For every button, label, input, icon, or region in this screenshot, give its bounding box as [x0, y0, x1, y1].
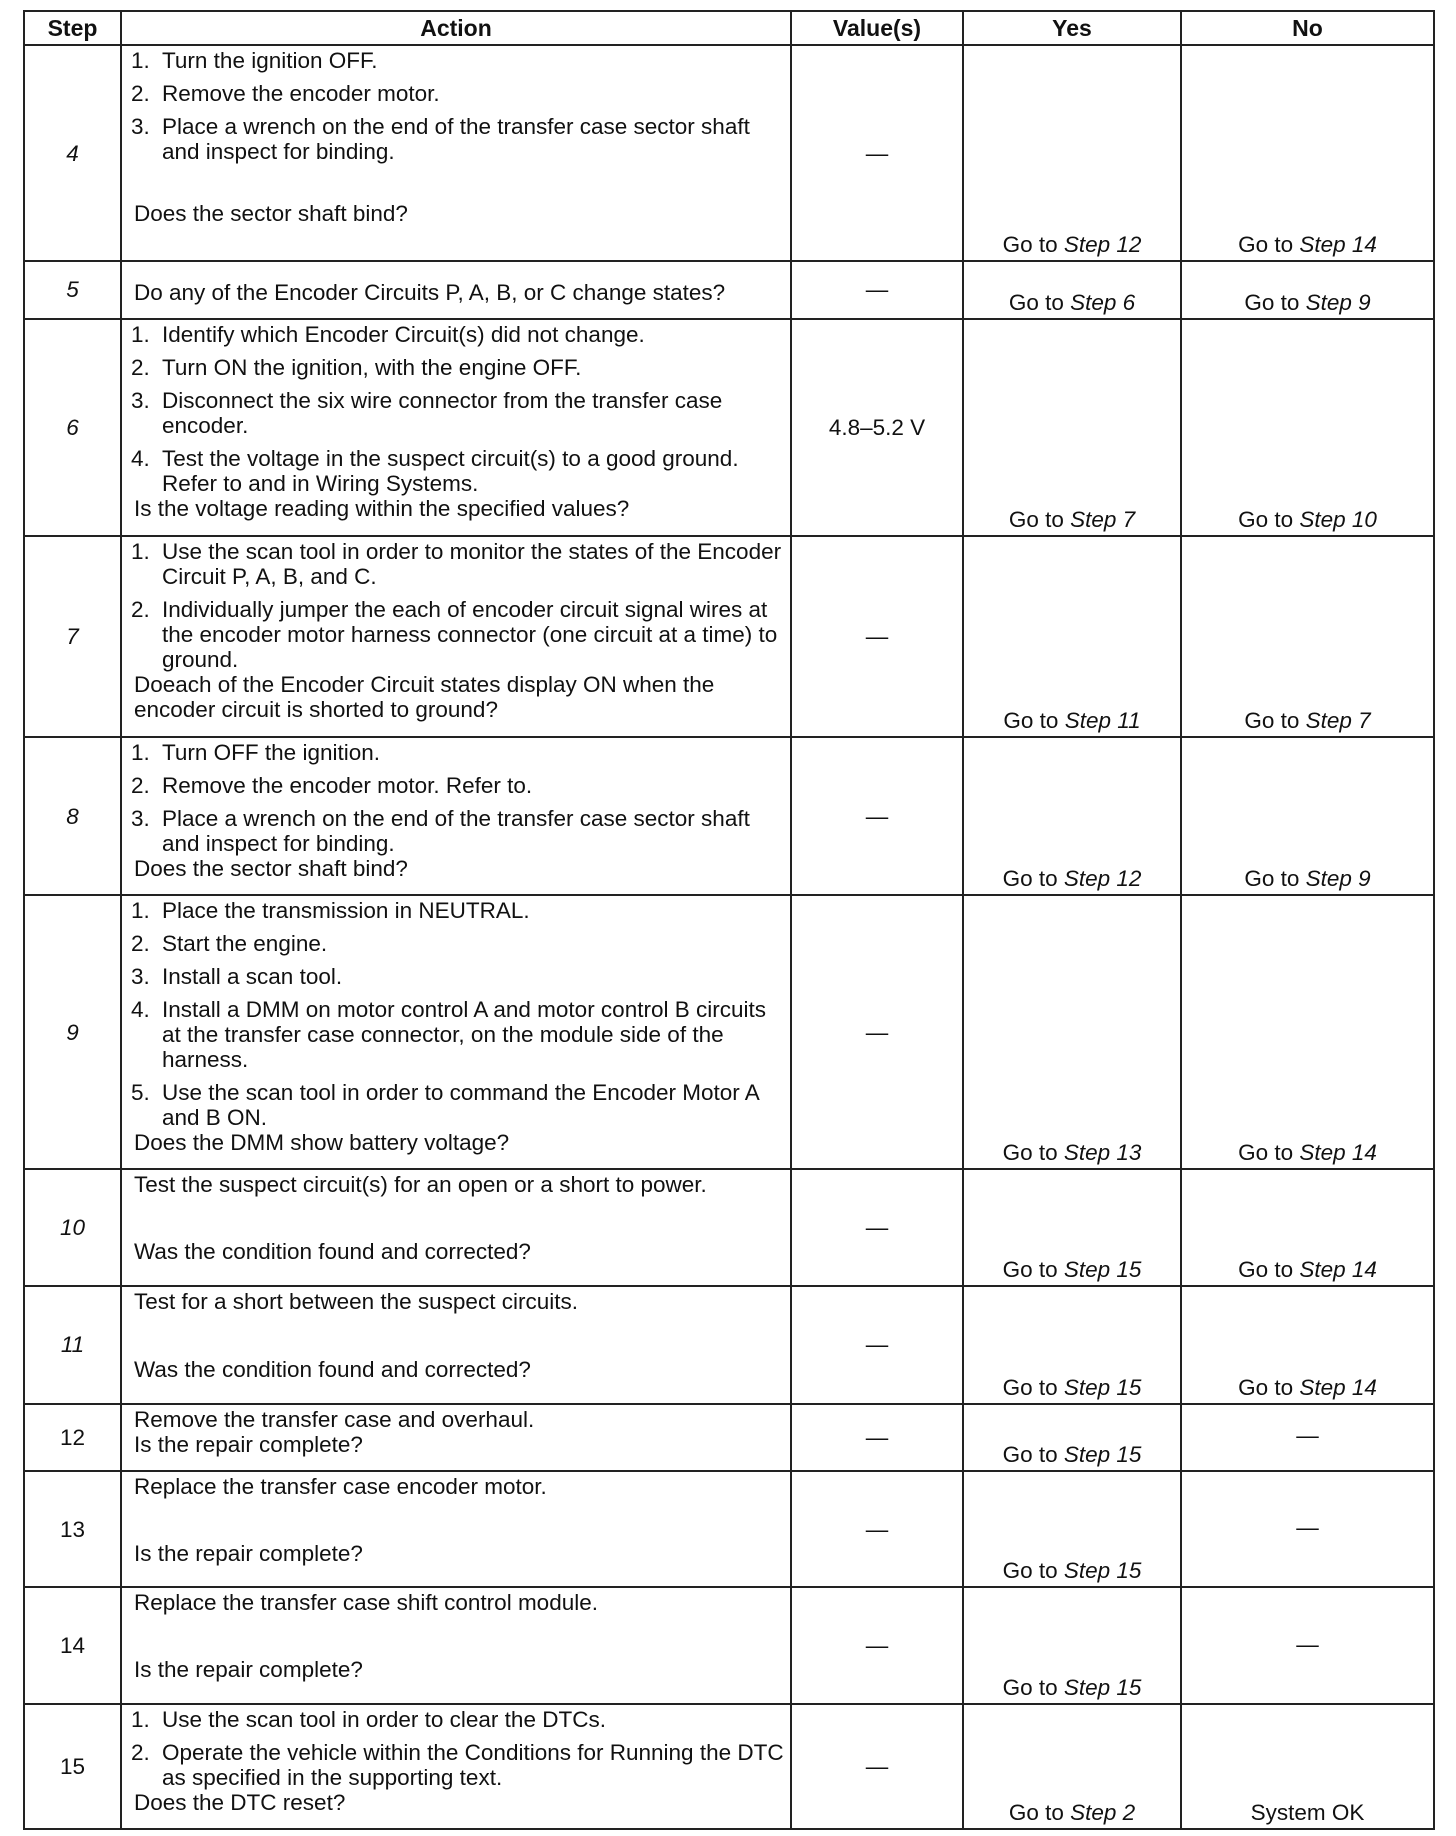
- table-row: [24, 737, 1434, 895]
- instruction-item: 4. Test the voltage in the suspect circuit(s) to a good ground. Refer to and in Wiring Systems.: [156, 446, 784, 496]
- table-row: [24, 261, 1434, 319]
- instruction-list: [134, 740, 784, 856]
- action-question: Does the sector shaft bind?: [134, 856, 408, 882]
- step-reference: Step 14: [1299, 1374, 1377, 1400]
- go-to-label: Go to: [1002, 1256, 1058, 1282]
- action-cell: [121, 1471, 791, 1588]
- action-content: [134, 1472, 784, 1569]
- value-cell: —: [791, 45, 963, 261]
- step-reference: Step 6: [1070, 289, 1136, 315]
- yes-cell: [963, 261, 1181, 319]
- go-to-label: Go to: [1002, 232, 1058, 258]
- step-reference: Step 9: [1305, 866, 1371, 892]
- yes-cell: [963, 737, 1181, 895]
- action-question: Was the condition found and corrected?: [134, 1239, 531, 1265]
- action-question: Is the repair complete?: [134, 1657, 363, 1683]
- no-cell: [1181, 536, 1434, 737]
- instruction-item: 1. Place the transmission in NEUTRAL.: [156, 898, 784, 923]
- no-cell: [1181, 895, 1434, 1169]
- instruction-item: 3. Place a wrench on the end of the transfer case sector shaft and inspect for binding.: [156, 806, 784, 856]
- header-values: Value(s): [791, 11, 963, 45]
- action-content: [134, 1287, 784, 1385]
- yes-cell: [963, 1471, 1181, 1588]
- instruction-item: 1. Use the scan tool in order to clear the DTCs.: [156, 1707, 784, 1732]
- step-number: 14: [24, 1587, 121, 1704]
- action-cell: [121, 45, 791, 261]
- action-content: [134, 320, 784, 521]
- instruction-list: [134, 898, 784, 1130]
- action-instructions: [134, 898, 784, 1130]
- instruction-list: [134, 539, 784, 672]
- table-row: [24, 536, 1434, 737]
- action-instructions: [134, 1289, 784, 1314]
- go-to-label: Go to: [1244, 866, 1300, 892]
- table-row: [24, 1286, 1434, 1404]
- value-cell: 4.8–5.2 V: [791, 319, 963, 536]
- step-number: 9: [24, 895, 121, 1169]
- yes-cell: [963, 45, 1181, 261]
- instruction-item: 2. Individually jumper the each of encoder circuit signal wires at the encoder motor harness connector (one circuit at a time) to ground.: [156, 597, 784, 672]
- value-cell: —: [791, 895, 963, 1169]
- go-to-label: Go to: [1002, 1374, 1058, 1400]
- table-row: [24, 1169, 1434, 1286]
- instruction-item: 3. Place a wrench on the end of the transfer case sector shaft and inspect for binding.: [156, 114, 784, 164]
- step-reference: Step 2: [1070, 1800, 1136, 1825]
- action-question: Is the repair complete?: [134, 1431, 363, 1457]
- action-question: Is the repair complete?: [134, 1540, 363, 1566]
- action-content: [134, 1170, 784, 1267]
- go-to-label: Go to: [1238, 507, 1294, 533]
- action-cell: [121, 1169, 791, 1286]
- go-to-label: Go to: [1008, 1800, 1064, 1825]
- action-content: [134, 738, 784, 882]
- no-cell: [1181, 737, 1434, 895]
- step-number: 5: [24, 261, 121, 319]
- go-to-label: Go to: [1002, 866, 1058, 892]
- table-row: [24, 45, 1434, 261]
- instruction-text: Test for a short between the suspect circuits.: [134, 1288, 578, 1314]
- no-cell: —: [1181, 1587, 1434, 1704]
- table-row: [24, 1471, 1434, 1588]
- step-reference: Step 14: [1299, 1140, 1377, 1166]
- step-reference: Step 14: [1299, 232, 1377, 258]
- instruction-item: 1. Turn the ignition OFF.: [156, 48, 784, 73]
- yes-cell: [963, 1169, 1181, 1286]
- step-number: 6: [24, 319, 121, 536]
- yes-cell: [963, 1404, 1181, 1471]
- action-instructions: [134, 48, 784, 164]
- action-cell: [121, 536, 791, 737]
- instruction-item: 5. Use the scan tool in order to command the Encoder Motor A and B ON.: [156, 1080, 784, 1130]
- header-yes: Yes: [963, 11, 1181, 45]
- step-number: 4: [24, 45, 121, 261]
- action-instructions: [134, 1590, 784, 1615]
- no-cell: —: [1181, 1404, 1434, 1471]
- action-content: [134, 537, 784, 723]
- step-reference: Step 10: [1299, 507, 1377, 533]
- instruction-item: 2. Start the engine.: [156, 931, 784, 956]
- step-reference: Step 15: [1063, 1256, 1142, 1282]
- instruction-list: [134, 48, 784, 164]
- instruction-list: [134, 322, 784, 496]
- no-cell: [1181, 45, 1434, 261]
- header-row: [24, 11, 1434, 45]
- action-instructions: [134, 1707, 784, 1790]
- no-cell: System OK: [1181, 1704, 1434, 1829]
- header-no: No: [1181, 11, 1434, 45]
- value-cell: —: [791, 536, 963, 737]
- step-number: 8: [24, 737, 121, 895]
- action-instructions: [134, 322, 784, 496]
- action-question: Do any of the Encoder Circuits P, A, B, or C change states?: [134, 280, 726, 306]
- table-row: [24, 319, 1434, 536]
- instruction-text: Remove the transfer case and overhaul.: [134, 1406, 535, 1432]
- action-instructions: [134, 1407, 784, 1432]
- go-to-label: Go to: [1003, 708, 1059, 734]
- value-cell: —: [791, 1587, 963, 1704]
- instruction-text: Replace the transfer case shift control module.: [134, 1590, 598, 1616]
- step-reference: Step 7: [1070, 507, 1136, 533]
- instruction-item: 3. Disconnect the six wire connector from the transfer case encoder.: [156, 388, 784, 438]
- action-content: [134, 896, 784, 1156]
- value-cell: —: [791, 1286, 963, 1404]
- go-to-label: Go to: [1238, 1256, 1294, 1282]
- step-number: 11: [24, 1286, 121, 1404]
- value-cell: —: [791, 1704, 963, 1829]
- go-to-label: Go to: [1244, 289, 1300, 315]
- step-number: 15: [24, 1704, 121, 1829]
- action-cell: [121, 1404, 791, 1471]
- instruction-item: 2. Turn ON the ignition, with the engine OFF.: [156, 355, 784, 380]
- no-cell: [1181, 1169, 1434, 1286]
- step-reference: Step 15: [1063, 1558, 1142, 1584]
- header-step: Step: [24, 11, 121, 45]
- instruction-item: 1. Identify which Encoder Circuit(s) did not change.: [156, 322, 784, 347]
- value-cell: —: [791, 1169, 963, 1286]
- instruction-item: 2. Operate the vehicle within the Conditions for Running the DTC as specified in the supporting text.: [156, 1740, 784, 1790]
- action-cell: [121, 895, 791, 1169]
- value-cell: —: [791, 261, 963, 319]
- action-cell: [121, 261, 791, 319]
- no-cell: [1181, 1286, 1434, 1404]
- action-content: [134, 262, 784, 308]
- action-question: Was the condition found and corrected?: [134, 1356, 531, 1382]
- value-cell: —: [791, 1471, 963, 1588]
- action-content: [134, 1588, 784, 1685]
- no-cell: [1181, 261, 1434, 319]
- step-reference: Step 15: [1063, 1374, 1142, 1400]
- yes-cell: [963, 1286, 1181, 1404]
- go-to-label: Go to: [1002, 1558, 1058, 1584]
- action-instructions: [134, 1172, 784, 1197]
- action-content: [134, 1705, 784, 1816]
- step-reference: Step 9: [1305, 289, 1371, 315]
- instruction-text: Replace the transfer case encoder motor.: [134, 1473, 547, 1499]
- action-content: [134, 1405, 784, 1459]
- step-reference: Step 7: [1305, 708, 1371, 734]
- go-to-label: Go to: [1008, 507, 1064, 533]
- yes-cell: [963, 1587, 1181, 1704]
- action-question: Does the DMM show battery voltage?: [134, 1130, 510, 1156]
- instruction-item: 1. Use the scan tool in order to monitor the states of the Encoder Circuit P, A, B, and C.: [156, 539, 784, 589]
- go-to-label: Go to: [1002, 1675, 1058, 1701]
- step-number: 13: [24, 1471, 121, 1588]
- step-reference: Step 12: [1063, 232, 1142, 258]
- action-instructions: [134, 539, 784, 672]
- action-cell: [121, 1587, 791, 1704]
- table-row: [24, 1704, 1434, 1829]
- table-row: [24, 895, 1434, 1169]
- value-cell: —: [791, 1404, 963, 1471]
- instruction-item: 2. Remove the encoder motor. Refer to.: [156, 773, 784, 798]
- step-number: 12: [24, 1404, 121, 1471]
- go-to-label: Go to: [1002, 1441, 1058, 1467]
- step-number: 10: [24, 1169, 121, 1286]
- instruction-text: Test the suspect circuit(s) for an open or a short to power.: [134, 1172, 707, 1198]
- action-question: Does the sector shaft bind?: [134, 201, 408, 226]
- action-question: Does the DTC reset?: [134, 1790, 346, 1816]
- header-action: Action: [121, 11, 791, 45]
- step-reference: Step 11: [1064, 708, 1141, 734]
- no-cell: —: [1181, 1471, 1434, 1588]
- value-cell: —: [791, 737, 963, 895]
- action-question: Is the voltage reading within the specified values?: [134, 495, 630, 521]
- action-cell: [121, 1704, 791, 1829]
- instruction-item: 1. Turn OFF the ignition.: [156, 740, 784, 765]
- step-reference: Step 15: [1063, 1441, 1142, 1467]
- yes-cell: [963, 1704, 1181, 1829]
- table-row: [24, 1587, 1434, 1704]
- yes-cell: [963, 319, 1181, 536]
- action-cell: [121, 319, 791, 536]
- instruction-item: 2. Remove the encoder motor.: [156, 81, 784, 106]
- action-cell: [121, 1286, 791, 1404]
- instruction-item: 4. Install a DMM on motor control A and motor control B circuits at the transfer case connector, on the module side of the harness.: [156, 997, 784, 1072]
- step-reference: Step 13: [1063, 1140, 1142, 1166]
- go-to-label: Go to: [1238, 1140, 1294, 1166]
- go-to-label: Go to: [1008, 289, 1064, 315]
- action-question: Doeach of the Encoder Circuit states display ON when the encoder circuit is shorted to ground?: [134, 672, 715, 723]
- go-to-label: Go to: [1244, 708, 1300, 734]
- action-instructions: [134, 1474, 784, 1499]
- step-reference: Step 15: [1063, 1675, 1142, 1701]
- action-cell: [121, 737, 791, 895]
- go-to-label: Go to: [1238, 232, 1294, 258]
- step-number: 7: [24, 536, 121, 737]
- table-row: [24, 1404, 1434, 1471]
- instruction-item: 3. Install a scan tool.: [156, 964, 784, 989]
- go-to-label: Go to: [1238, 1374, 1294, 1400]
- action-content: [134, 46, 784, 229]
- go-to-label: Go to: [1002, 1140, 1058, 1166]
- step-reference: Step 12: [1063, 866, 1142, 892]
- no-cell: [1181, 319, 1434, 536]
- yes-cell: [963, 536, 1181, 737]
- table-body: [24, 45, 1434, 1829]
- diagnostic-table: [23, 10, 1435, 1830]
- action-instructions: [134, 740, 784, 856]
- yes-cell: [963, 895, 1181, 1169]
- step-reference: Step 14: [1299, 1256, 1377, 1282]
- instruction-list: [134, 1707, 784, 1790]
